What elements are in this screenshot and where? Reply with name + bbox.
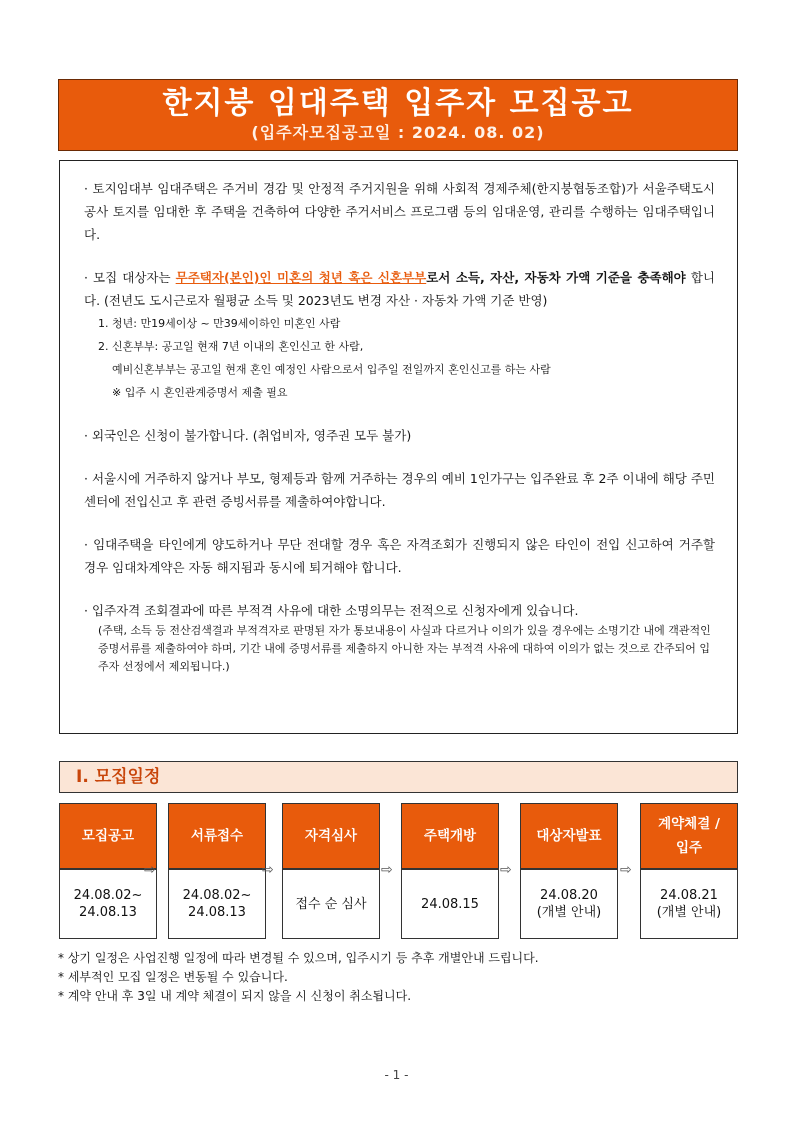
step-header-6	[640, 803, 738, 869]
notice-paragraph-3: · 외국인은 신청이 불가합니다. (취업비자, 영주권 모두 불가)	[84, 428, 412, 443]
eligibility-highlight: 무주택자(본인)인 미혼의 청년 혹은 신혼부부	[175, 270, 427, 285]
arrow-right-icon: ⇨	[262, 862, 274, 878]
arrow-right-icon: ⇨	[381, 862, 393, 878]
step-date-1: 24.08.02~ 24.08.13	[59, 869, 157, 939]
title-banner	[58, 79, 738, 151]
eligibility-item-newlywed: 2. 신혼부부: 공고일 현재 7년 이내의 혼인신고 한 사람,	[98, 340, 364, 353]
eligibility-criteria: 로서 소득, 자산, 자동차 가액 기준을 충족해야	[426, 270, 686, 285]
eligibility-item-youth: 1. 청년: 만19세이상 ~ 만39세이하인 미혼인 사람	[98, 317, 341, 330]
notice-box	[59, 160, 738, 734]
notice-p2-suffix: 합니다. (전년도 도시근로자 월평균 소득 및 2023년도 변경 자산 · 자동차 가액 기준 반영)	[84, 270, 715, 308]
notice-paragraph-6: · 입주자격 조회결과에 따른 부적격 사유에 대한 소명의무는 전적으로 신청자에게 있습니다.	[84, 603, 579, 618]
eligibility-item-engaged: 예비신혼부부는 공고일 현재 혼인 예정인 사람으로서 입주일 전일까지 혼인신고를 하는 사람	[112, 363, 551, 376]
step-label: 대상자발표	[536, 828, 602, 844]
arrow-right-icon: ⇨	[144, 862, 156, 878]
eligibility-list	[84, 312, 715, 404]
step-label: 서류접수	[190, 828, 244, 844]
step-date-2: 24.08.02~ 24.08.13	[168, 869, 266, 939]
notice-p2-prefix: · 모집 대상자는	[84, 270, 176, 285]
step-label: 자격심사	[304, 828, 358, 844]
footnote: * 세부적인 모집 일정은 변동될 수 있습니다.	[58, 970, 288, 984]
eligibility-item-certificate-note: ※ 입주 시 혼인관계증명서 제출 필요	[112, 386, 288, 399]
announcement-date: (입주자모집공고일 : 2024. 08. 02)	[251, 123, 545, 142]
footnote: * 계약 안내 후 3일 내 계약 체결이 되지 않을 시 신청이 취소됩니다.	[58, 989, 412, 1003]
notice-paragraph-4: · 서울시에 거주하지 않거나 부모, 형제등과 함께 거주하는 경우의 예비 1인가구는 입주완료 후 2주 이내에 해당 주민센터에 전입신고 후 관련 증빙서류를 제출하여야합니다.	[84, 471, 715, 509]
arrow-right-icon: ⇨	[500, 862, 512, 878]
step-header-2	[168, 803, 266, 869]
step-header-3	[282, 803, 380, 869]
notice-paragraph-2	[84, 266, 715, 312]
step-header-4	[401, 803, 499, 869]
step-header-1	[59, 803, 157, 869]
notice-paragraph-6-note: (주택, 소득 등 전산검색결과 부적격자로 판명된 자가 통보내용이 사실과 다르거나 이의가 있을 경우에는 소명기간 내에 객관적인 증명서류를 제출하여야 하며, 기간 내에 증명서류를 제출하지 아니한 자는 부적격 사유에 대하여 이의가 없는 것으로 간주되어 입주자 선정에서 제외됩니다.)	[98, 624, 711, 673]
page-number: - 1 -	[384, 1068, 409, 1082]
notice-paragraph-1: · 토지임대부 임대주택은 주거비 경감 및 안정적 주거지원을 위해 사회적 경제주체(한지붕협동조합)가 서울주택도시공사 토지를 임대한 후 주택을 건축하여 다양한 주거서비스 프로그램 등의 임대운영, 관리를 수행하는 임대주택입니다.	[84, 181, 715, 242]
arrow-right-icon: ⇨	[620, 862, 632, 878]
page-title: 한지붕 임대주택 입주자 모집공고	[162, 86, 634, 121]
notice-paragraph-5: · 임대주택을 타인에게 양도하거나 무단 전대할 경우 혹은 자격조회가 진행되지 않은 타인이 전입 신고하여 거주할 경우 임대차계약은 자동 해지됨과 동시에 퇴거해야 합니다.	[84, 537, 715, 575]
step-header-5	[520, 803, 618, 869]
step-date-6: 24.08.21 (개별 안내)	[640, 869, 738, 939]
step-label: 모집공고	[81, 828, 135, 844]
step-date-3: 접수 순 심사	[282, 869, 380, 939]
step-date-5: 24.08.20 (개별 안내)	[520, 869, 618, 939]
step-date-4: 24.08.15	[401, 869, 499, 939]
step-label: 계약체결 / 입주	[658, 816, 720, 856]
schedule-footnotes	[58, 949, 539, 1006]
schedule-section-heading: Ⅰ. 모집일정	[59, 761, 738, 793]
footnote: * 상기 일정은 사업진행 일정에 따라 변경될 수 있으며, 입주시기 등 추후 개별안내 드립니다.	[58, 951, 539, 965]
step-label: 주택개방	[423, 828, 477, 844]
